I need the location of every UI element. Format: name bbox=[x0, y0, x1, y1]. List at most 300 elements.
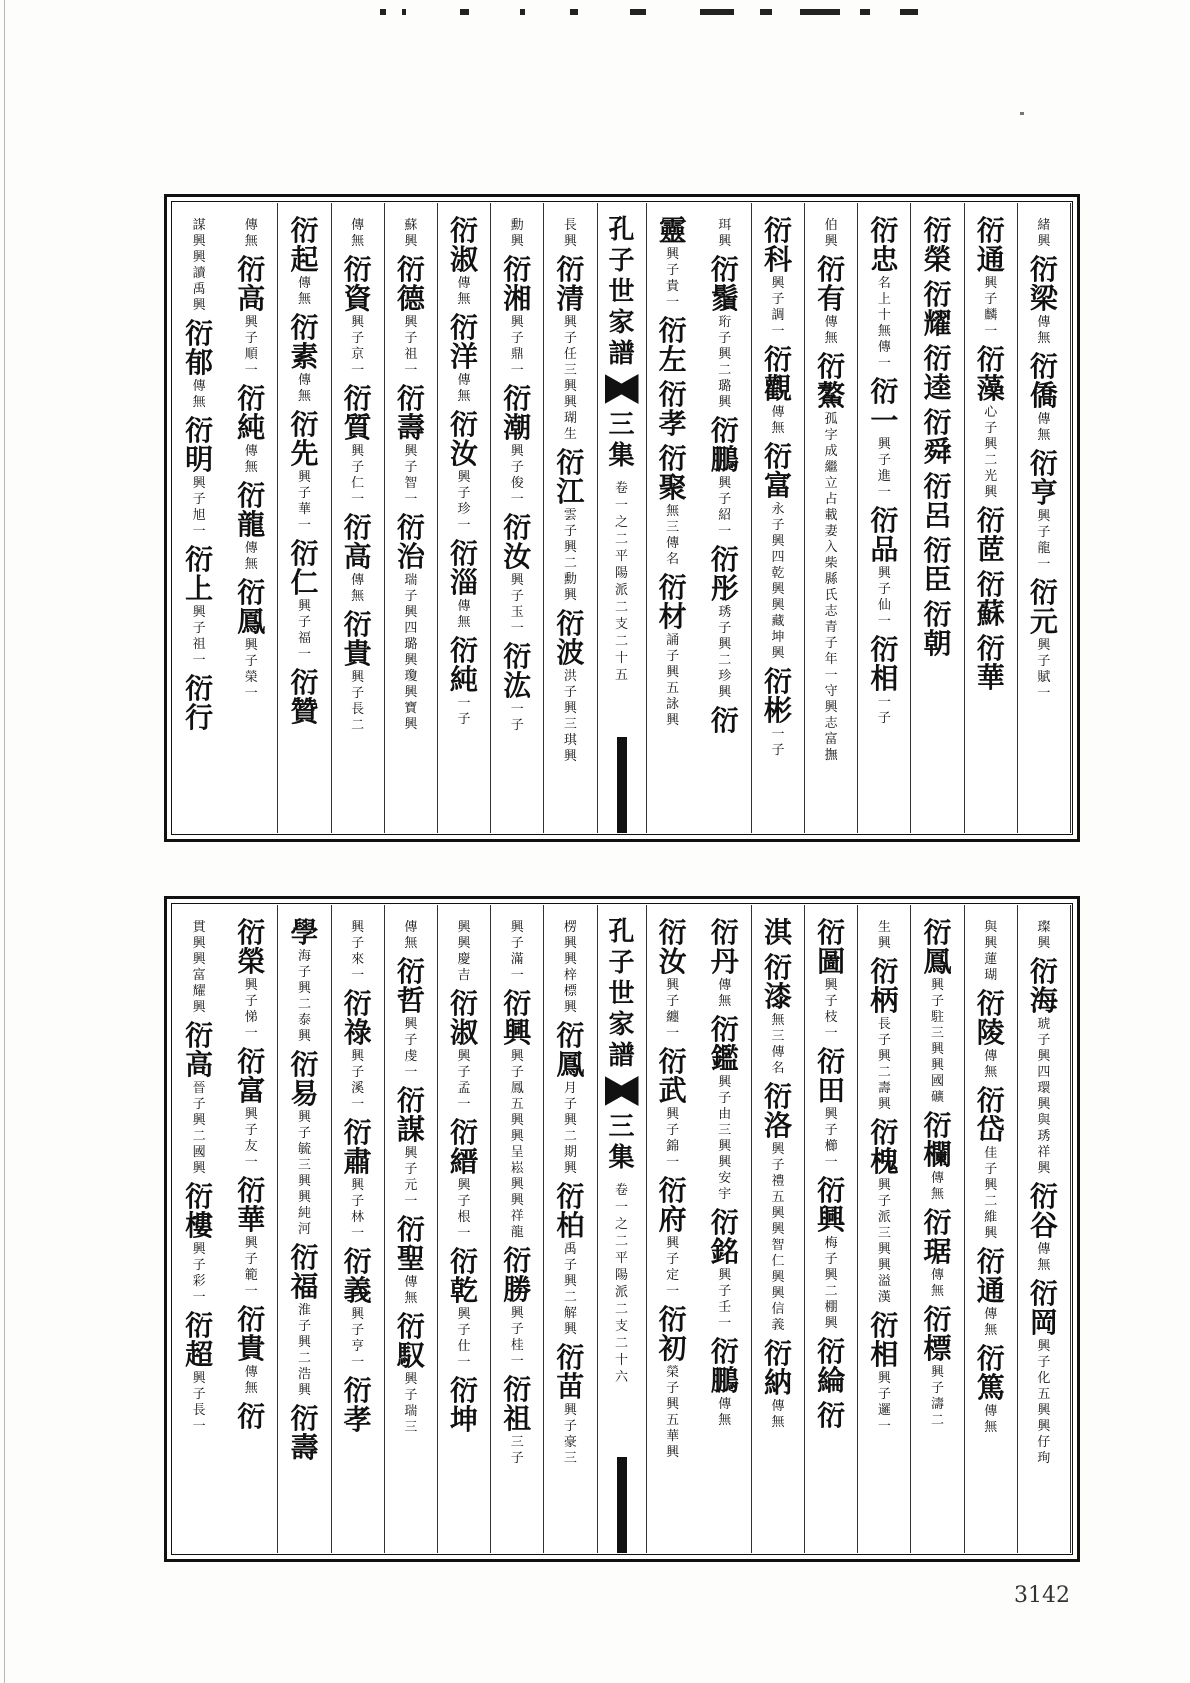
annotation-note: 傳 無 bbox=[244, 541, 258, 572]
person-name: 衍 江 bbox=[556, 446, 585, 508]
genealogy-column bbox=[385, 203, 438, 833]
annotation-note: 禹 子 興 二 解 興 bbox=[563, 1242, 577, 1337]
annotation-note: 貫 興 興 富 耀 興 bbox=[192, 920, 206, 1015]
genealogy-column bbox=[332, 905, 385, 1553]
person-name: 衍 興 bbox=[817, 1174, 846, 1236]
genealogy-column bbox=[858, 203, 911, 833]
person-name: 衍 元 bbox=[1029, 576, 1058, 638]
annotation-note: 傳 無 bbox=[192, 379, 206, 410]
person-name: 衍 鑑 bbox=[710, 1013, 739, 1075]
annotation-note: 興 子 壬 一 bbox=[718, 1268, 732, 1331]
person-name: 衍 僑 bbox=[1029, 350, 1058, 412]
collection-label: 三 集 bbox=[608, 1112, 635, 1173]
genealogy-column bbox=[491, 905, 544, 1553]
annotation-note: 傳 無 bbox=[771, 405, 785, 436]
person-name: 衍 谷 bbox=[1029, 1180, 1058, 1242]
annotation-note: 興 子 滿 一 bbox=[510, 920, 524, 983]
genealogy-column bbox=[332, 203, 385, 833]
annotation-note: 興 子 智 一 bbox=[404, 444, 418, 507]
person-name: 衍 龍 bbox=[237, 479, 266, 541]
annotation-note: 蘇 興 bbox=[404, 218, 418, 249]
person-name: 衍 品 bbox=[870, 504, 899, 566]
person-name: 衍 科 bbox=[763, 214, 792, 276]
annotation-note: 一 子 bbox=[771, 727, 785, 758]
annotation-note: 傳 無 bbox=[244, 1365, 258, 1396]
person-name: 衍 有 bbox=[817, 253, 846, 315]
person-name: 衍 槐 bbox=[870, 1116, 899, 1178]
person-name: 衍 納 bbox=[763, 1337, 792, 1399]
person-name: 衍 貴 bbox=[343, 608, 372, 670]
top-scan-marks bbox=[380, 6, 940, 20]
genealogy-column bbox=[965, 203, 1018, 833]
annotation-note: 興 子 彩 一 bbox=[192, 1242, 206, 1305]
person-name: 衍 岡 bbox=[1029, 1277, 1058, 1339]
annotation-note: 興 子 賦 一 bbox=[1037, 638, 1051, 701]
annotation-note: 瑞 子 興 四 璐 興 瓊 興 寶 興 bbox=[404, 573, 418, 732]
genealogy-column bbox=[805, 905, 858, 1553]
person-name: 學 bbox=[290, 916, 319, 949]
annotation-note: 興 子 鳳 五 興 興 呈 崧 興 興 祥 龍 bbox=[510, 1049, 524, 1240]
person-name: 衍 潮 bbox=[503, 382, 532, 444]
annotation-note: 興 子 祖 一 bbox=[192, 605, 206, 668]
genealogy-column bbox=[225, 203, 278, 833]
person-name: 衍 興 bbox=[503, 987, 532, 1049]
person-name: 衍 謀 bbox=[396, 1084, 425, 1146]
annotation-note: 興 子 祖 一 bbox=[404, 315, 418, 378]
annotation-note: 無 三 傳 名 bbox=[666, 504, 680, 567]
person-name: 衍 彤 bbox=[710, 543, 739, 605]
annotation-note: 興 子 華 一 bbox=[297, 470, 311, 533]
person-name: 衍 馭 bbox=[396, 1310, 425, 1372]
genealogy-column bbox=[278, 203, 331, 833]
annotation-note: 傳 無 bbox=[244, 444, 258, 475]
annotation-note: 傳 無 bbox=[351, 218, 365, 249]
person-name: 衍 淑 bbox=[450, 987, 479, 1049]
annotation-note: 興 子 紹 一 bbox=[718, 476, 732, 539]
person-name: 衍 孝 bbox=[658, 378, 687, 440]
page-reference: 卷 一 之 二 平 陽 派 二 支 二 十 五 bbox=[614, 481, 628, 683]
person-name: 衍 汝 bbox=[450, 408, 479, 470]
person-name: 衍 琚 bbox=[923, 1206, 952, 1268]
person-name: 衍 肅 bbox=[343, 1116, 372, 1178]
person-name: 衍 初 bbox=[658, 1303, 687, 1365]
annotation-note: 伯 興 bbox=[824, 218, 838, 249]
annotation-note: 緒 興 bbox=[1037, 218, 1051, 249]
annotation-note: 傳 無 bbox=[984, 1307, 998, 1338]
person-name: 衍 勝 bbox=[503, 1244, 532, 1306]
genealogy-column bbox=[805, 203, 858, 833]
annotation-note: 興 子 桂 一 bbox=[510, 1306, 524, 1369]
genealogy-column bbox=[647, 203, 699, 833]
annotation-note: 興 子 仕 一 bbox=[457, 1307, 471, 1370]
genealogy-column bbox=[544, 905, 597, 1553]
annotation-note: 興 子 友 一 bbox=[244, 1107, 258, 1170]
person-name: 衍 孝 bbox=[343, 1374, 372, 1436]
annotation-note: 興 子 虔 一 bbox=[404, 1017, 418, 1080]
annotation-note: 興 子 孟 一 bbox=[457, 1049, 471, 1112]
genealogy-column bbox=[544, 203, 597, 833]
annotation-note: 興 子 錦 一 bbox=[666, 1107, 680, 1170]
spine-bar bbox=[617, 737, 627, 833]
annotation-note: 傳 無 bbox=[718, 1397, 732, 1428]
person-name: 衍 樓 bbox=[185, 1180, 214, 1242]
genealogy-column bbox=[911, 905, 964, 1553]
person-name: 衍 左 bbox=[658, 314, 687, 376]
person-name: 衍 貴 bbox=[237, 1303, 266, 1365]
annotation-note: 洪 子 興 三 琪 興 bbox=[563, 669, 577, 764]
annotation-note: 興 子 邏 一 bbox=[877, 1371, 891, 1434]
person-name: 衍 聖 bbox=[396, 1213, 425, 1275]
person-name: 衍 藻 bbox=[976, 343, 1005, 405]
person-name: 衍 祖 bbox=[503, 1373, 532, 1435]
annotation-note: 傳 無 bbox=[1037, 1242, 1051, 1273]
annotation-note: 三 子 bbox=[510, 1435, 524, 1466]
annotation-note: 興 子 仙 一 bbox=[877, 566, 891, 629]
annotation-note: 興 子 毓 三 興 興 純 河 bbox=[297, 1110, 311, 1237]
annotation-note: 興 子 纏 一 bbox=[666, 978, 680, 1041]
person-name: 衍 榮 bbox=[923, 214, 952, 276]
annotation-note: 傳 無 bbox=[984, 1404, 998, 1435]
annotation-note: 興 子 珍 一 bbox=[457, 470, 471, 533]
person-name: 衍 波 bbox=[556, 607, 585, 669]
annotation-note: 楞 興 興 梓 標 興 bbox=[563, 920, 577, 1015]
annotation-note: 一 子 bbox=[457, 696, 471, 727]
annotation-note: 興 子 玉 一 bbox=[510, 573, 524, 636]
genealogy-column bbox=[385, 905, 438, 1553]
person-name: 衍 明 bbox=[185, 414, 214, 476]
person-name: 衍 綸 bbox=[817, 1335, 846, 1397]
person-name: 衍 超 bbox=[185, 1309, 214, 1371]
person-name: 衍 壽 bbox=[290, 1402, 319, 1464]
person-name: 衍 通 bbox=[976, 1245, 1005, 1307]
annotation-note: 興 子 進 一 bbox=[877, 437, 891, 500]
annotation-note: 興 子 範 一 bbox=[244, 1236, 258, 1299]
person-name: 衍 易 bbox=[290, 1048, 319, 1110]
person-name: 衍 臣 bbox=[923, 534, 952, 596]
person-name: 衍 淑 bbox=[450, 214, 479, 276]
annotation-note: 一 子 bbox=[877, 695, 891, 726]
annotation-note: 興 子 元 一 bbox=[404, 1146, 418, 1209]
person-name: 衍 高 bbox=[343, 511, 372, 573]
annotation-note: 傳 無 bbox=[984, 1049, 998, 1080]
person-name: 衍 高 bbox=[237, 253, 266, 315]
person-name: 衍 洋 bbox=[450, 311, 479, 373]
annotation-note: 興 子 化 五 興 興 仔 珣 bbox=[1037, 1339, 1051, 1466]
person-name: 衍 祿 bbox=[343, 987, 372, 1049]
annotation-note: 興 子 長 二 bbox=[351, 670, 365, 733]
genealogy-column bbox=[965, 905, 1018, 1553]
annotation-note: 傳 無 bbox=[824, 315, 838, 346]
person-name: 衍 蘇 bbox=[976, 568, 1005, 630]
annotation-note: 傳 無 bbox=[404, 1275, 418, 1306]
person-name: 衍 清 bbox=[556, 253, 585, 315]
person-name: 衍 仁 bbox=[290, 537, 319, 599]
person-name: 衍 茝 bbox=[976, 504, 1005, 566]
person-name: 衍 上 bbox=[185, 543, 214, 605]
scan-edge-line bbox=[4, 0, 5, 1683]
annotation-note: 孤 字 成 繼 立 占 載 妻 入 柴 縣 氏 志 青 子 年 一 守 興 志 富 撫 bbox=[824, 412, 838, 763]
annotation-note: 永 子 興 四 乾 興 興 藏 坤 興 bbox=[771, 502, 785, 661]
annotation-note: 傳 無 bbox=[457, 373, 471, 404]
person-name: 衍 陵 bbox=[976, 987, 1005, 1049]
person-name: 衍 聚 bbox=[658, 442, 687, 504]
genealogy-column bbox=[438, 905, 491, 1553]
person-name: 衍 汝 bbox=[503, 511, 532, 573]
person-name: 衍 汝 bbox=[658, 916, 687, 978]
genealogy-column bbox=[752, 203, 805, 833]
annotation-note: 名 上 十 無 傳 一 bbox=[877, 276, 891, 371]
annotation-note: 興 子 亨 一 bbox=[351, 1307, 365, 1370]
person-name: 衍 銘 bbox=[710, 1206, 739, 1268]
annotation-note: 興 子 櫛 一 bbox=[824, 1107, 838, 1170]
annotation-note: 榮 子 興 五 華 興 bbox=[666, 1365, 680, 1460]
person-name: 衍 忠 bbox=[870, 214, 899, 276]
annotation-note: 興 子 順 一 bbox=[244, 315, 258, 378]
annotation-note: 興 子 龍 一 bbox=[1037, 509, 1051, 572]
genealogy-column bbox=[911, 203, 964, 833]
fish-tail-mark bbox=[605, 1076, 639, 1106]
annotation-note: 傳 無 bbox=[244, 218, 258, 249]
annotation-note: 興 子 來 一 bbox=[351, 920, 365, 983]
genealogy-column bbox=[173, 203, 225, 833]
person-name: 衍 鵬 bbox=[710, 1335, 739, 1397]
spine-bar bbox=[617, 1457, 627, 1553]
page-spine-bottom bbox=[598, 905, 647, 1553]
page-number: 3142 bbox=[1014, 1583, 1070, 1608]
book-title: 孔 子 世 家 譜 bbox=[608, 917, 635, 1071]
annotation-note: 璨 興 bbox=[1037, 920, 1051, 951]
annotation-note: 興 子 悌 一 bbox=[244, 978, 258, 1041]
annotation-note: 興 子 溪 一 bbox=[351, 1049, 365, 1112]
person-name: 衍 乾 bbox=[450, 1245, 479, 1307]
person-name: 衍 鰲 bbox=[817, 350, 846, 412]
annotation-note: 傳 無 bbox=[297, 373, 311, 404]
person-name: 衍 郁 bbox=[185, 317, 214, 379]
person-name: 衍 義 bbox=[343, 1245, 372, 1307]
genealogy-column bbox=[438, 203, 491, 833]
person-name: 衍 德 bbox=[396, 253, 425, 315]
person-name: 衍 圖 bbox=[817, 916, 846, 978]
annotation-note: 淮 子 興 二 浩 興 bbox=[297, 1303, 311, 1398]
person-name: 衍 先 bbox=[290, 408, 319, 470]
annotation-note: 長 子 興 二 壽 興 bbox=[877, 1017, 891, 1112]
annotation-note: 長 興 bbox=[563, 218, 577, 249]
person-name: 衍 海 bbox=[1029, 955, 1058, 1017]
annotation-note: 心 子 興 二 光 興 bbox=[984, 405, 998, 500]
person-name: 衍 岱 bbox=[976, 1084, 1005, 1146]
person-name: 衍 治 bbox=[396, 511, 425, 573]
person-name: 衍 田 bbox=[817, 1045, 846, 1107]
person-name: 衍 欄 bbox=[923, 1109, 952, 1171]
annotation-note: 傳 無 bbox=[771, 1399, 785, 1430]
genealogy-column bbox=[752, 905, 805, 1553]
annotation-note: 無 三 傳 名 bbox=[771, 1013, 785, 1076]
annotation-note: 興 子 林 一 bbox=[351, 1178, 365, 1241]
person-name: 衍 鵬 bbox=[710, 414, 739, 476]
annotation-note: 傳 無 bbox=[457, 599, 471, 630]
person-name: 衍 bbox=[817, 1399, 846, 1432]
person-name: 衍 縉 bbox=[450, 1116, 479, 1178]
genealogy-page-bottom bbox=[164, 896, 1080, 1562]
annotation-note: 興 子 貴 一 bbox=[666, 247, 680, 310]
person-name: 衍 哲 bbox=[396, 955, 425, 1017]
person-name: 衍 bbox=[237, 1400, 266, 1433]
genealogy-column bbox=[647, 905, 699, 1553]
annotation-note: 傳 無 bbox=[457, 276, 471, 307]
person-name: 衍 湘 bbox=[503, 253, 532, 315]
annotation-note: 誦 子 興 五 詠 興 bbox=[666, 633, 680, 728]
annotation-note: 傳 無 bbox=[718, 978, 732, 1009]
annotation-note: 興 子 俊 一 bbox=[510, 444, 524, 507]
person-name: 衍 純 bbox=[450, 634, 479, 696]
person-name: 衍 壽 bbox=[396, 382, 425, 444]
annotation-note: 興 子 濤 二 bbox=[931, 1365, 945, 1428]
person-name: 衍 鬚 bbox=[710, 253, 739, 315]
person-name: 衍 觀 bbox=[763, 343, 792, 405]
genealogy-column bbox=[173, 905, 225, 1553]
person-name: 淇 bbox=[763, 916, 792, 949]
person-name: 衍 府 bbox=[658, 1174, 687, 1236]
annotation-note: 傳 無 bbox=[931, 1268, 945, 1299]
annotation-note: 興 子 福 一 bbox=[297, 599, 311, 662]
person-name: 衍 富 bbox=[237, 1045, 266, 1107]
person-name: 衍 華 bbox=[237, 1174, 266, 1236]
annotation-note: 興 子 旭 一 bbox=[192, 476, 206, 539]
person-name: 衍 梁 bbox=[1029, 253, 1058, 315]
person-name: 衍 呂 bbox=[923, 470, 952, 532]
annotation-note: 珥 興 bbox=[718, 218, 732, 249]
person-name: 衍 行 bbox=[185, 672, 214, 734]
person-name: 衍 淄 bbox=[450, 537, 479, 599]
annotation-note: 興 子 調 一 bbox=[771, 276, 785, 339]
person-name: 衍 鳳 bbox=[923, 916, 952, 978]
annotation-note: 傳 無 bbox=[351, 573, 365, 604]
person-name: 衍 丹 bbox=[710, 916, 739, 978]
genealogy-column bbox=[699, 203, 752, 833]
person-name: 衍 贊 bbox=[290, 666, 319, 728]
genealogy-column bbox=[699, 905, 752, 1553]
annotation-note: 興 子 麟 一 bbox=[984, 276, 998, 339]
annotation-note: 興 子 榮 一 bbox=[244, 638, 258, 701]
person-name: 衍 舜 bbox=[923, 406, 952, 468]
fish-tail-mark bbox=[605, 374, 639, 404]
annotation-note: 傳 無 bbox=[1037, 412, 1051, 443]
person-name: 衍 通 bbox=[976, 214, 1005, 276]
person-name: 靈 bbox=[658, 214, 687, 247]
person-name: 衍 汯 bbox=[503, 640, 532, 702]
annotation-note: 一 子 bbox=[510, 702, 524, 733]
genealogy-column bbox=[225, 905, 278, 1553]
person-name: 衍 高 bbox=[185, 1019, 214, 1081]
collection-label: 三 集 bbox=[608, 410, 635, 471]
annotation-note: 興 子 由 三 興 興 安 宇 bbox=[718, 1075, 732, 1202]
genealogy-page-top bbox=[164, 194, 1080, 842]
annotation-note: 海 子 興 二 泰 興 bbox=[297, 949, 311, 1044]
person-name: 衍 bbox=[710, 704, 739, 737]
annotation-note: 興 子 任 三 興 興 瑚 生 bbox=[563, 315, 577, 442]
genealogy-column bbox=[278, 905, 331, 1553]
person-name: 衍 朝 bbox=[923, 598, 952, 660]
person-name: 衍 一 bbox=[870, 375, 899, 437]
person-name: 衍 武 bbox=[658, 1045, 687, 1107]
person-name: 衍 純 bbox=[237, 382, 266, 444]
scan-speck bbox=[1020, 112, 1024, 115]
genealogy-column bbox=[858, 905, 911, 1553]
person-name: 衍 資 bbox=[343, 253, 372, 315]
genealogy-column bbox=[1018, 905, 1071, 1553]
person-name: 衍 亨 bbox=[1029, 447, 1058, 509]
person-name: 衍 耀 bbox=[923, 278, 952, 340]
annotation-note: 晉 子 興 二 國 興 bbox=[192, 1081, 206, 1176]
annotation-note: 傳 無 bbox=[1037, 315, 1051, 346]
person-name: 衍 相 bbox=[870, 633, 899, 695]
annotation-note: 興 子 派 三 興 興 溢 漢 bbox=[877, 1178, 891, 1305]
annotation-note: 佳 子 興 二 維 興 bbox=[984, 1146, 998, 1241]
person-name: 衍 質 bbox=[343, 382, 372, 444]
annotation-note: 興 子 瑞 三 bbox=[404, 1372, 418, 1435]
annotation-note: 傳 無 bbox=[931, 1171, 945, 1202]
book-title: 孔 子 世 家 譜 bbox=[608, 215, 635, 369]
person-name: 衍 起 bbox=[290, 214, 319, 276]
annotation-note: 傳 無 bbox=[297, 276, 311, 307]
annotation-note: 生 興 bbox=[877, 920, 891, 951]
annotation-note: 興 子 枝 一 bbox=[824, 978, 838, 1041]
person-name: 衍 華 bbox=[976, 632, 1005, 694]
annotation-note: 興 興 慶 吉 bbox=[457, 920, 471, 983]
annotation-note: 興 子 駐 三 興 興 國 礦 bbox=[931, 978, 945, 1105]
annotation-note: 與 興 蓮 瑚 bbox=[984, 920, 998, 983]
person-name: 衍 漆 bbox=[763, 951, 792, 1013]
person-name: 衍 標 bbox=[923, 1303, 952, 1365]
person-name: 衍 苗 bbox=[556, 1341, 585, 1403]
person-name: 衍 坤 bbox=[450, 1374, 479, 1436]
person-name: 衍 逵 bbox=[923, 342, 952, 404]
annotation-note: 興 子 長 一 bbox=[192, 1371, 206, 1434]
person-name: 衍 篤 bbox=[976, 1342, 1005, 1404]
annotation-note: 月 子 興 二 期 興 bbox=[563, 1081, 577, 1176]
person-name: 衍 柄 bbox=[870, 955, 899, 1017]
annotation-note: 琥 子 興 四 環 興 與 琇 祥 興 bbox=[1037, 1017, 1051, 1176]
annotation-note: 梅 子 興 二 棚 興 bbox=[824, 1236, 838, 1331]
genealogy-column bbox=[491, 203, 544, 833]
annotation-note: 興 子 根 一 bbox=[457, 1178, 471, 1241]
annotation-note: 興 子 豪 三 bbox=[563, 1403, 577, 1466]
annotation-note: 謀 興 興 讀 禹 興 bbox=[192, 218, 206, 313]
person-name: 衍 鳳 bbox=[556, 1019, 585, 1081]
annotation-note: 勳 興 bbox=[510, 218, 524, 249]
person-name: 衍 鳳 bbox=[237, 576, 266, 638]
person-name: 衍 洛 bbox=[763, 1080, 792, 1142]
person-name: 衍 相 bbox=[870, 1309, 899, 1371]
annotation-note: 興 子 定 一 bbox=[666, 1236, 680, 1299]
genealogy-column bbox=[1018, 203, 1071, 833]
person-name: 衍 彬 bbox=[763, 665, 792, 727]
annotation-note: 雲 子 興 二 勳 興 bbox=[563, 508, 577, 603]
person-name: 衍 柏 bbox=[556, 1180, 585, 1242]
person-name: 衍 富 bbox=[763, 440, 792, 502]
person-name: 衍 福 bbox=[290, 1241, 319, 1303]
annotation-note: 珩 子 興 二 璐 興 bbox=[718, 315, 732, 410]
page-reference: 卷 一 之 二 平 陽 派 二 支 二 十 六 bbox=[614, 1183, 628, 1385]
person-name: 衍 榮 bbox=[237, 916, 266, 978]
annotation-note: 興 子 京 一 bbox=[351, 315, 365, 378]
annotation-note: 傳 無 bbox=[404, 920, 418, 951]
person-name: 衍 素 bbox=[290, 311, 319, 373]
annotation-note: 興 子 禮 五 興 興 智 仁 興 興 信 義 bbox=[771, 1142, 785, 1333]
page-spine-top bbox=[598, 203, 647, 833]
annotation-note: 興 子 仁 一 bbox=[351, 444, 365, 507]
annotation-note: 興 子 鼎 一 bbox=[510, 315, 524, 378]
